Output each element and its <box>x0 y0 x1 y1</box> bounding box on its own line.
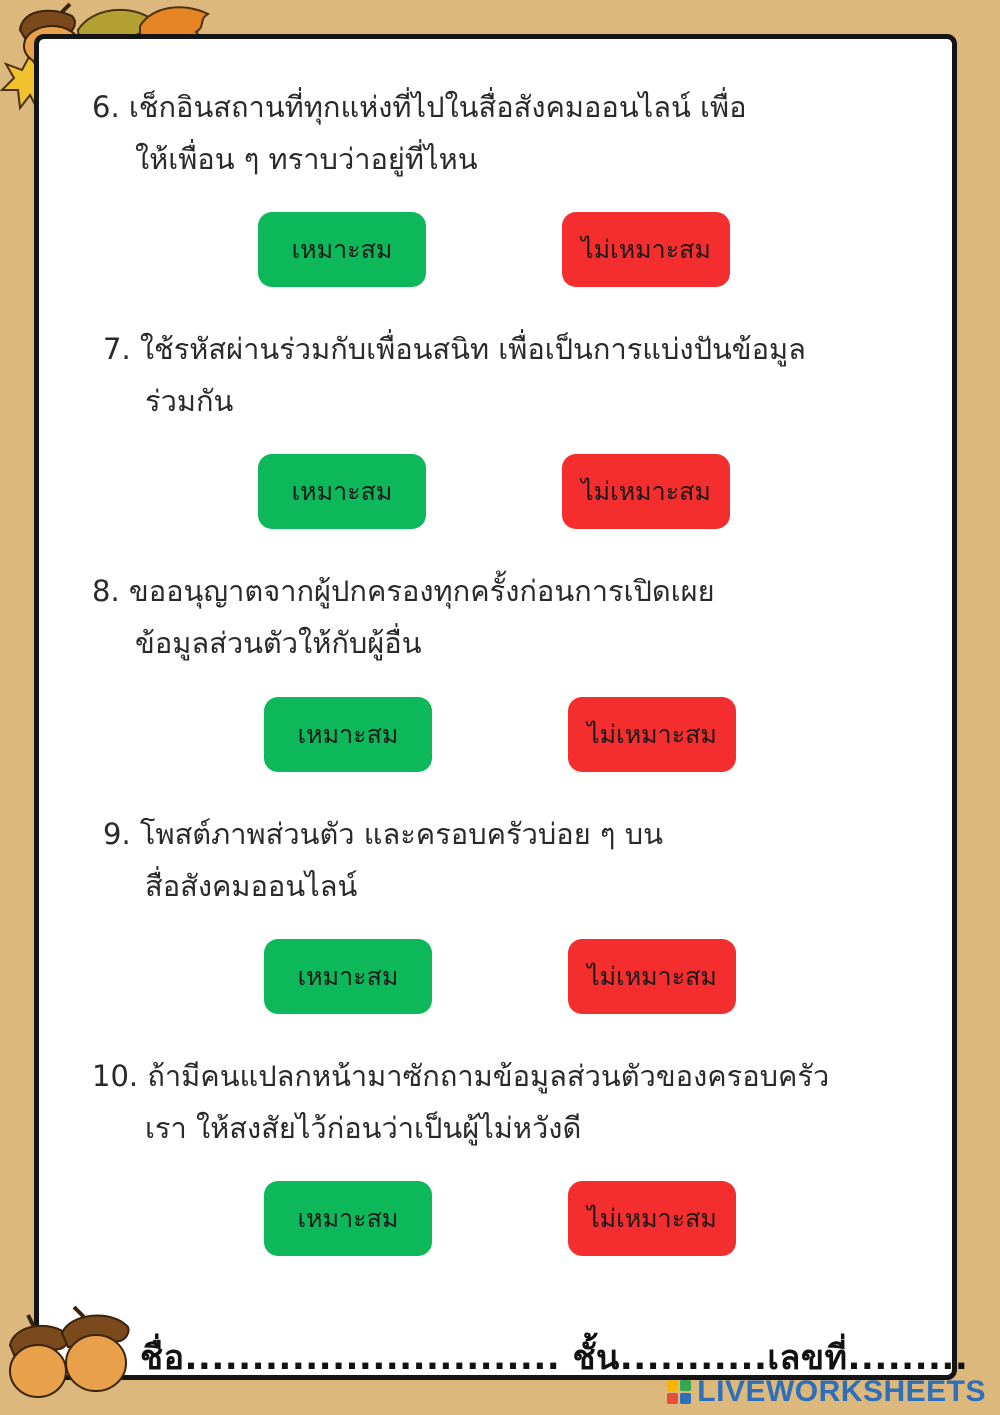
question-9-line-1: 9. โพสต์ภาพส่วนตัว และครอบครัวบ่อย ๆ บน <box>103 817 663 851</box>
question-8-line-2: ข้อมูลส่วนตัวให้กับผู้อื่น <box>135 626 422 660</box>
question-9-inappropriate-button[interactable]: ไม่เหมาะสม <box>568 939 736 1014</box>
liveworksheets-logo <box>667 1374 986 1410</box>
question-10-appropriate-button[interactable]: เหมาะสม <box>264 1181 432 1256</box>
question-8-inappropriate-button[interactable]: ไม่เหมาะสม <box>568 697 736 772</box>
question-6-inappropriate-button[interactable]: ไม่เหมาะสม <box>562 212 730 287</box>
question-9-appropriate-button[interactable]: เหมาะสม <box>264 939 432 1014</box>
student-info-line: ชื่อ............................ ชั้น...........เลขที่......... <box>140 1338 969 1378</box>
question-10-line-1: 10. ถ้ามีคนแปลกหน้ามาซักถามข้อมูลส่วนตัวของครอบครัว <box>92 1059 830 1093</box>
question-8-line-1: 8. ขออนุญาตจากผู้ปกครองทุกครั้งก่อนการเปิดเผย <box>92 574 715 608</box>
acorn-decoration-bottom <box>0 1305 150 1405</box>
question-6-line-2: ให้เพื่อน ๆ ทราบว่าอยู่ที่ไหน <box>135 142 478 176</box>
acorn-icon-left <box>10 1315 69 1397</box>
question-9-line-2: สื่อสังคมออนไลน์ <box>145 869 358 903</box>
question-6-line-1: 6. เช็กอินสถานที่ทุกแห่งที่ไปในสื่อสังคมออนไลน์ เพื่อ <box>92 90 747 124</box>
question-7-inappropriate-button[interactable]: ไม่เหมาะสม <box>562 454 730 529</box>
worksheet-page <box>34 34 957 1380</box>
question-10-inappropriate-button[interactable]: ไม่เหมาะสม <box>568 1181 736 1256</box>
question-8-appropriate-button[interactable]: เหมาะสม <box>264 697 432 772</box>
question-10-line-2: เรา ให้สงสัยไว้ก่อนว่าเป็นผู้ไม่หวังดี <box>145 1111 582 1145</box>
question-6-appropriate-button[interactable]: เหมาะสม <box>258 212 426 287</box>
question-7-line-1: 7. ใช้รหัสผ่านร่วมกับเพื่อนสนิท เพื่อเป็นการแบ่งปันข้อมูล <box>103 332 806 366</box>
acorn-icon-right <box>62 1307 129 1391</box>
logo-text: LIVEWORKSHEETS <box>697 1375 986 1408</box>
question-7-line-2: ร่วมกัน <box>145 384 234 418</box>
logo-blocks-icon <box>667 1380 691 1404</box>
question-7-appropriate-button[interactable]: เหมาะสม <box>258 454 426 529</box>
